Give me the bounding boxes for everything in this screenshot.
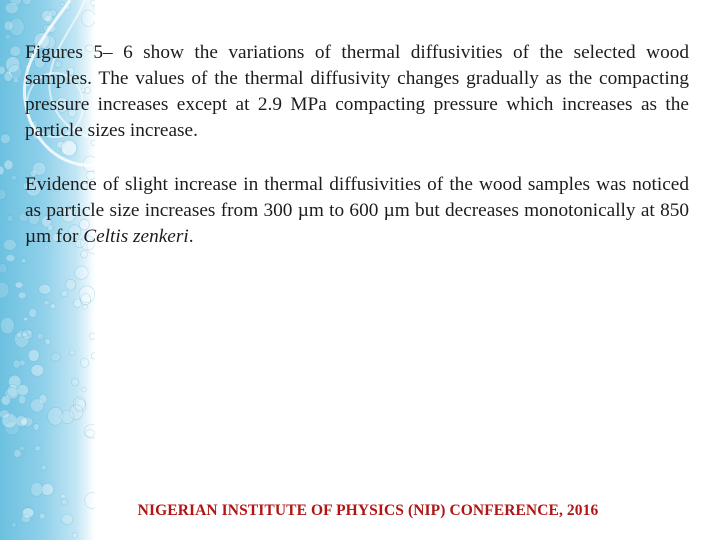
water-drop [82,388,87,392]
water-drop [29,309,37,318]
water-drop [22,332,28,337]
water-drop [61,410,74,424]
water-drop [37,333,44,340]
water-drop [39,284,51,294]
water-drop [3,240,16,251]
water-drop [65,279,75,290]
water-drop [33,424,39,431]
water-drop [35,445,41,451]
water-drop [75,266,89,279]
paragraph-2-text: Evidence of slight increase in thermal diffusivities of the wood samples was noticed as particle size increases from 300 µm to 600 µm but decreases monotonically at 850 µm for [25,174,689,247]
water-drop [21,259,26,263]
water-drop [84,425,95,439]
water-drop [7,215,14,221]
water-drop [81,294,91,305]
water-drop [18,292,26,299]
water-drop [74,299,82,307]
water-drop [91,353,95,359]
paragraph-particle-size-evidence [25,172,689,250]
water-drop [72,533,77,538]
water-drop [0,282,9,298]
water-drop [50,304,55,309]
water-drop [41,465,46,470]
paragraph-thermal-diffusivity-variation: Figures 5– 6 show the variations of thermal diffusivities of the selected wood samples. The values of the thermal diffusivity changes gradually as the compacting pressure increases except at 2.9 MPa compacting pressure which increases as the particle sizes increase. [25,42,689,141]
water-drop [7,384,18,397]
water-drop [28,349,39,361]
water-drop [17,385,29,396]
water-drop [44,300,49,305]
water-drop [41,484,53,496]
water-drop [45,338,51,345]
water-drop [90,333,96,339]
water-drop [0,410,9,419]
water-drop [51,353,61,361]
water-drop [0,317,14,334]
species-name: Celtis zenkeri [83,226,189,247]
water-drop [0,264,7,274]
water-drop [69,350,75,355]
water-drop [71,378,78,386]
water-drop [81,358,89,367]
water-drop [24,317,28,321]
water-drop [31,399,44,412]
water-drop [14,449,22,457]
water-drop [15,282,23,288]
water-drop [11,522,16,528]
paragraph-2-end: . [188,226,194,247]
water-drop [18,395,26,404]
water-drop [13,360,21,368]
water-drop [31,482,43,496]
water-drop [17,332,22,337]
water-drop [31,365,44,377]
conference-footer: NIGERIAN INSTITUTE OF PHYSICS (NIP) CONFERENCE, 2016 [137,502,599,519]
water-drop [6,255,15,262]
water-drop [61,290,68,296]
water-drop [81,251,88,258]
water-drop [82,305,87,309]
water-drop [61,494,66,499]
